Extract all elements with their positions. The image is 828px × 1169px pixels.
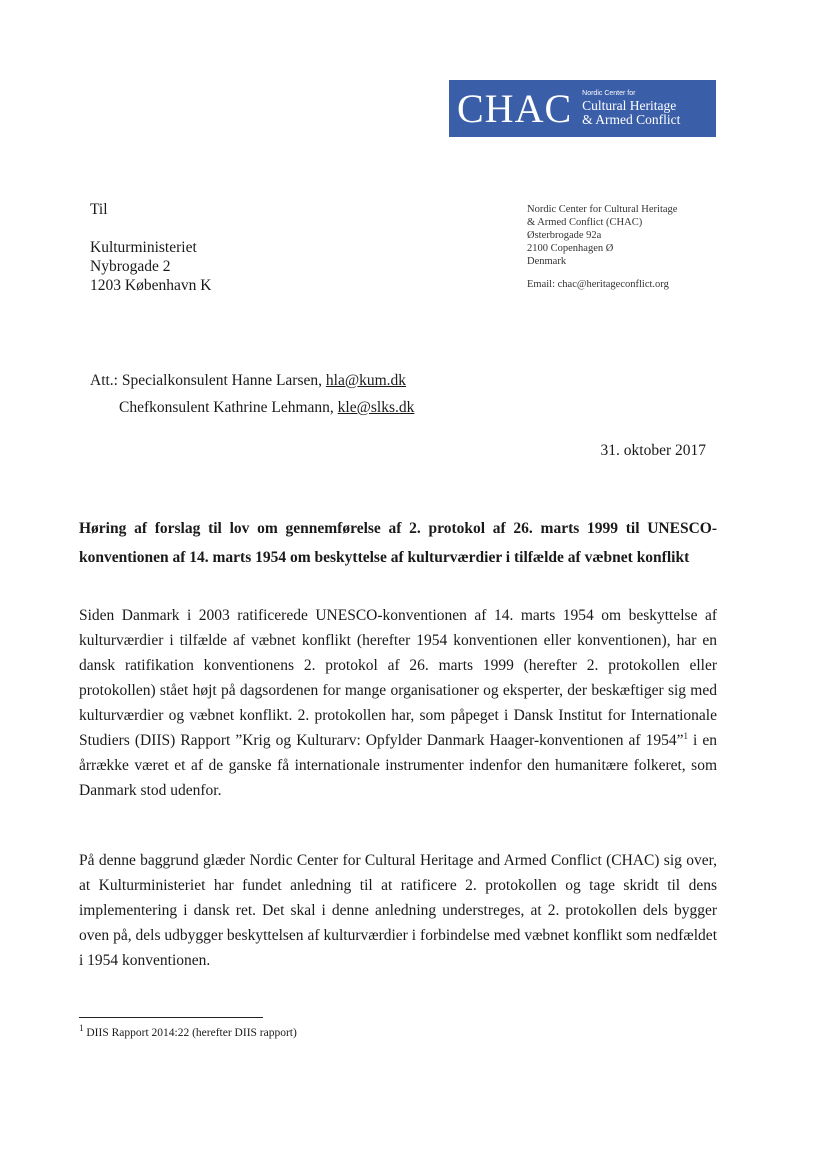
sender-email: Email: chac@heritageconflict.org [527, 279, 669, 290]
sender-line-2: & Armed Conflict (CHAC) [527, 217, 643, 228]
email-link-kle[interactable]: kle@slks.dk [337, 399, 415, 416]
footnote-ref: 1 [683, 730, 688, 741]
sender-line-1: Nordic Center for Cultural Heritage [527, 204, 678, 215]
recipient-street: Nybrogade 2 [90, 258, 171, 275]
sender-line-3: Østerbrogade 92a [527, 230, 602, 241]
attention-line-1: Att.: Specialkonsulent Hanne Larsen, hla@kum.dk [90, 372, 407, 389]
letter-date: 31. oktober 2017 [600, 442, 706, 459]
email-link-hla[interactable]: hla@kum.dk [325, 372, 407, 389]
recipient-org: Kulturministeriet [90, 239, 197, 256]
attention-block [90, 367, 414, 421]
sender-address [527, 203, 677, 291]
chac-logo [449, 80, 716, 137]
logo-mark: CHAC [457, 85, 573, 131]
sender-line-4: 2100 Copenhagen Ø [527, 243, 614, 254]
footnote-divider [79, 1017, 263, 1018]
footnote-text: DIIS Rapport 2014:22 (herefter DIIS rapport) [83, 1027, 297, 1039]
letter-subject: Høring af forslag til lov om gennemførelse af 2. protokol af 26. marts 1999 til UNESCO-konventionen af 14. marts 1954 om beskyttelse af kulturværdier i tilfælde af væbnet konflikt [79, 520, 717, 566]
footnote-number: 1 [79, 1023, 84, 1034]
recipient-til: Til [90, 201, 108, 218]
logo-line-2: & Armed Conflict [582, 112, 681, 128]
recipient-city: 1203 København K [90, 277, 212, 294]
sender-line-5: Denmark [527, 256, 567, 267]
body-paragraph-1: Siden Danmark i 2003 ratificerede UNESCO-konventionen af 14. marts 1954 om beskyttelse af kulturværdier i tilfælde af væbnet konflikt (herefter 1954 konventionen eller konventionen), har en dansk ratifikation konventionens 2. protokol af 26. marts 1999 (herefter 2. protokollen eller protokollen) stået højt på dagsordenen for mange organisationer og eksperter, der beskæftiger sig med kulturværdier og væbnet konflikt. 2. protokollen har, som påpeget i Dansk Institut for Internationale Studiers (DIIS) Rapport ”Krig og Kulturarv: Opfylder Danmark Haager-konventionen af 1954”$^1$ i en årrække været et af de ganske få internationale instrumenter indenfor den humanitære folkeret, som Danmark stod udenfor. [79, 607, 718, 799]
logo-text [582, 90, 680, 128]
recipient-address [90, 200, 211, 295]
attention-line-2: Chefkonsulent Kathrine Lehmann, kle@slks.dk [119, 399, 415, 416]
footnote [79, 1023, 297, 1039]
body-paragraph-2: På denne baggrund glæder Nordic Center for Cultural Heritage and Armed Conflict (CHAC) sig over, at Kulturministeriet har fundet anledning til at ratificere 2. protokollen og tage skridt til dens implementering i dansk ret. Det skal i denne anledning understreges, at 2. protokollen dels bygger oven på, dels udbygger beskyttelsen af kulturværdier i forbindelse med væbnet konflikt som nedfældet i 1954 konventionen. [79, 852, 717, 969]
logo-small-text: Nordic Center for [582, 89, 636, 97]
logo-line-1: Cultural Heritage [582, 98, 677, 113]
